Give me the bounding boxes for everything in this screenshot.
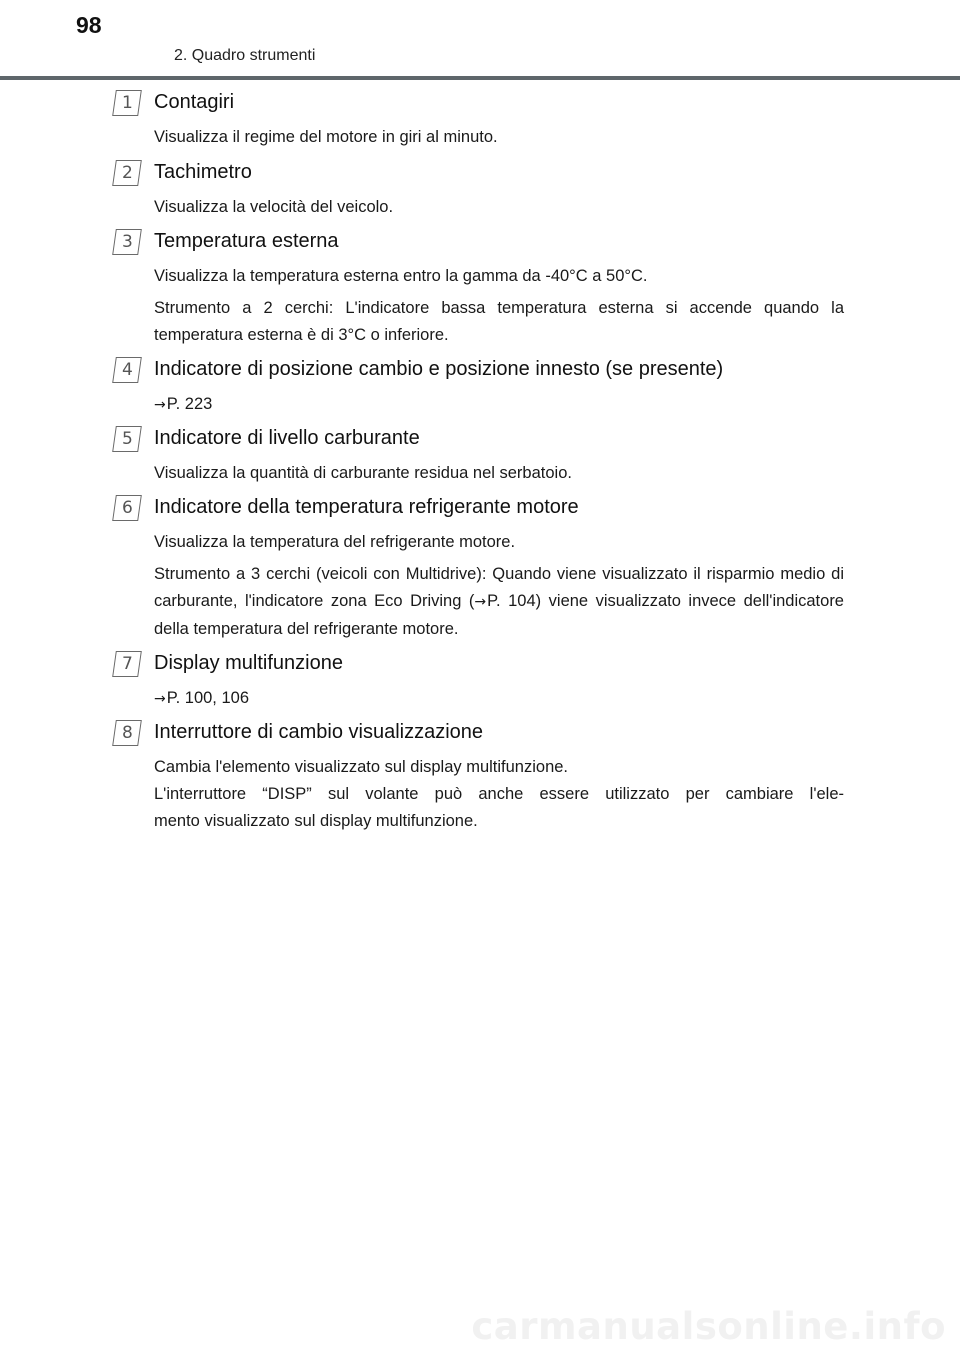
item-description: Visualizza la velocità del veicolo. <box>154 198 394 216</box>
item-number-badge: 5 <box>112 426 142 452</box>
item-title: Contagiri <box>154 91 235 113</box>
item-title: Interruttore di cambio visualizzazione <box>154 721 484 743</box>
arrow-right-icon: → <box>154 397 166 413</box>
item-number-badge: 7 <box>112 651 142 677</box>
item-number-badge: 6 <box>112 495 142 521</box>
item-title: Tachimetro <box>154 161 252 183</box>
watermark: carmanualsonline.info <box>471 1305 946 1348</box>
section-title: 2. Quadro strumenti <box>174 47 316 64</box>
item-note: Strumento a 2 cerchi: L'indicatore bassa temperatura esterna si accende quando la temperatura esterna è di 3°C o inferiore. <box>154 299 844 344</box>
item-title: Temperatura esterna <box>154 230 339 252</box>
page-reference <box>154 685 844 713</box>
item-description: Visualizza la temperatura del refrigerante motore. <box>154 533 516 551</box>
page-number: 98 <box>76 12 102 38</box>
item-title: Indicatore della temperatura refrigerante motore <box>154 496 579 518</box>
page-reference <box>154 391 844 419</box>
page-reference-link[interactable]: P. 223 <box>166 395 213 413</box>
item-note: L'interruttore “DISP” sul volante può anche essere utilizzato per cambiare l'ele- mento visualizzato sul display multifunzione. <box>154 785 844 830</box>
item-title: Indicatore di livello carburante <box>154 427 420 449</box>
item-number-badge: 3 <box>112 229 142 255</box>
item-description: Cambia l'elemento visualizzato sul display multifunzione. <box>154 758 569 776</box>
item-number-badge: 2 <box>112 160 142 186</box>
item-title: Display multifunzione <box>154 652 343 674</box>
item-number-badge: 1 <box>112 90 142 116</box>
item-title: Indicatore di posizione cambio e posizione innesto (se presente) <box>154 358 724 380</box>
item-description: Visualizza la temperatura esterna entro la gamma da -40°C a 50°C. <box>154 267 648 285</box>
arrow-right-icon: → <box>154 691 166 707</box>
page-reference-link[interactable]: P. 100, 106 <box>166 689 250 707</box>
item-number-badge: 4 <box>112 357 142 383</box>
item-note: Strumento a 3 cerchi (veicoli con Multidrive): Quando viene visualizzato il risparmio medio di carburante, l'indicatore zona Eco Driving (→P. 104) viene visualizzato invece dell'indicatore della temperatura del refrigerante motore. <box>154 565 844 638</box>
arrow-right-icon: → <box>474 594 487 610</box>
item-description: Visualizza la quantità di carburante residua nel serbatoio. <box>154 464 572 482</box>
header-divider <box>0 76 960 80</box>
item-number-badge: 8 <box>112 720 142 746</box>
item-description: Visualizza il regime del motore in giri al minuto. <box>154 128 498 146</box>
